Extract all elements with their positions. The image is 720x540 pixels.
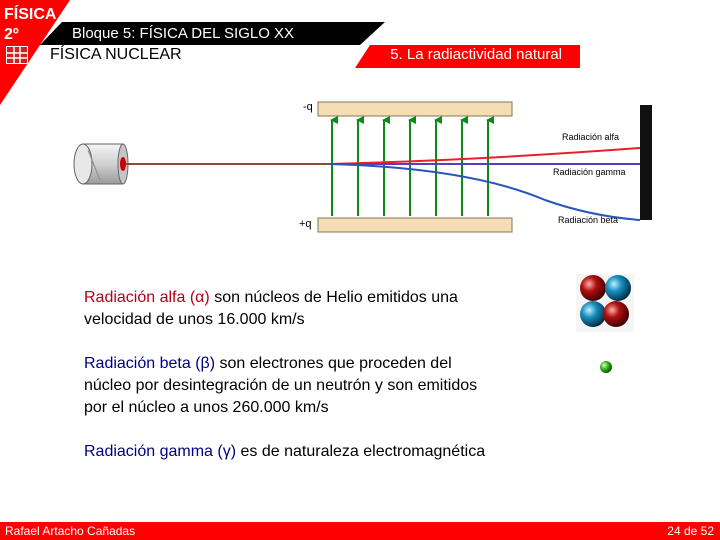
subject-label: FÍSICA: [4, 6, 57, 23]
detector-screen: [640, 105, 652, 220]
alpha-description: [84, 287, 554, 331]
unit-title: FÍSICA NUCLEAR: [50, 46, 182, 63]
positive-plate-label: +q: [299, 218, 312, 230]
beta-text-2: núcleo por desintegración de un neutrón y son emitidos: [84, 377, 478, 394]
beta-description: [84, 353, 554, 419]
block-title: Bloque 5: FÍSICA DEL SIGLO XX: [72, 25, 295, 42]
gamma-label: Radiación gamma: [553, 167, 626, 177]
alpha-beam: [330, 148, 640, 164]
field-arrows: [332, 120, 488, 216]
alpha-label: Radiación alfa: [562, 132, 620, 142]
gamma-description: [84, 441, 584, 463]
gamma-text-1: es de naturaleza electromagnética: [236, 443, 486, 460]
footer-page-number: 24 de 52: [667, 524, 714, 538]
positive-plate: [318, 218, 512, 232]
beta-label: Radiación beta: [558, 215, 619, 225]
helium-nucleus-icon: [570, 268, 640, 338]
beta-symbol: β: [200, 355, 210, 372]
alpha-term: Radiación alfa (: [84, 289, 196, 306]
radiation-source: [74, 144, 128, 184]
beta-term: Radiación beta (: [84, 355, 201, 372]
beta-text-3: por el núcleo a unos 260.000 km/s: [84, 399, 329, 416]
gamma-close: ): [230, 443, 237, 460]
alpha-symbol: α: [195, 289, 205, 306]
gamma-term: Radiación gamma (: [84, 443, 223, 460]
negative-plate-label: -q: [303, 101, 313, 113]
alpha-text-2: velocidad de unos 16.000 km/s: [84, 311, 305, 328]
footer-author: Rafael Artacho Cañadas: [5, 524, 136, 538]
gamma-symbol: γ: [222, 443, 231, 460]
alpha-close: ): [204, 289, 210, 306]
level-label: 2º: [4, 26, 19, 43]
electron-icon: [598, 359, 614, 375]
alpha-text-1: son núcleos de Helio emitidos una: [209, 289, 458, 306]
beta-text-1: son electrones que proceden del: [215, 355, 452, 372]
beta-close: ): [209, 355, 216, 372]
section-title: 5. La radiactividad natural: [390, 46, 562, 63]
negative-plate: [318, 102, 512, 116]
